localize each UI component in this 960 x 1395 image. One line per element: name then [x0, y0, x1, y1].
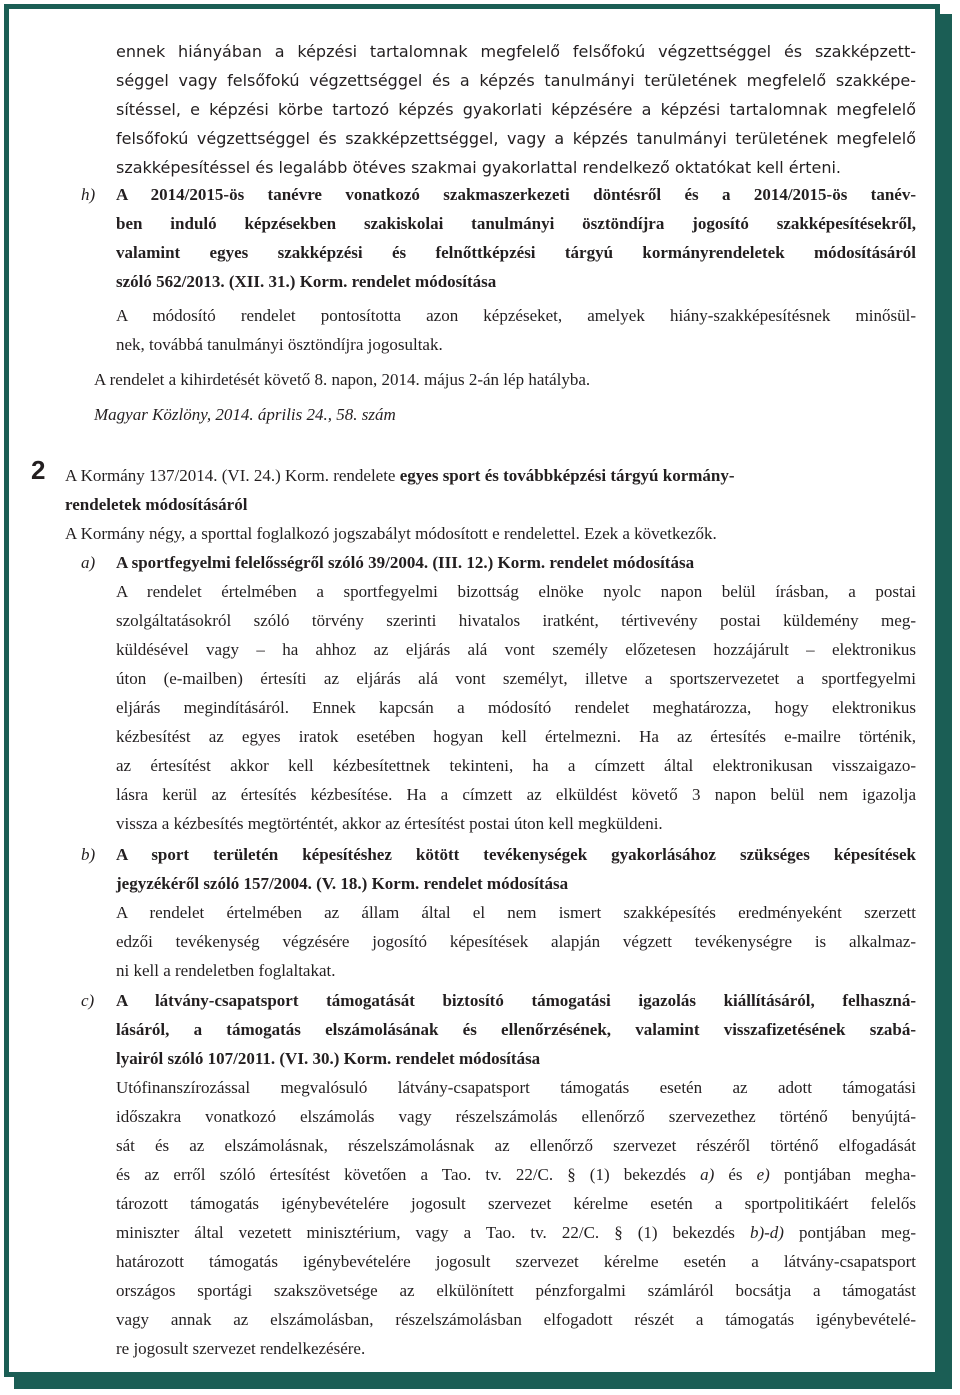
item-c-body: országos sportági szakszövetsége az elkülönített pénzforgalmi számláról bocsátja a támogatást [116, 1281, 916, 1300]
item-c-ref-bd: b)-d) [749, 1223, 784, 1242]
item-b-body: A rendelet értelmében az állam által el nem ismert szakképesítés eredményeként szerzett [116, 903, 916, 922]
top-line: sítéssel, e képzési körbe tartozó képzés gyakorlati képzésére a képzési tartalomnak megfelelő [116, 100, 916, 119]
item-c-line6-end: pontjában meg- [783, 1223, 917, 1242]
item-c-title: A látvány-csapatsport támogatását biztosító támogatási igazolás kiállításáról, felhaszná- [116, 991, 916, 1010]
item-c-title: lyairól szóló 107/2011. (VI. 30.) Korm. rendelet módosítása [116, 1049, 541, 1068]
item-c-body: vagy annak az elszámolásban, részelszámolásban elfogadott részét a támogatás igénybevételé- [116, 1310, 916, 1329]
section-number: 2 [31, 455, 46, 485]
item-c-body [116, 1164, 916, 1186]
item-c-body: tározott támogatás igénybevételére jogosult szervezet kérelme esetén a sportpolitikáért felelős [116, 1194, 916, 1213]
item-h-title: A 2014/2015-ös tanévre vonatkozó szakmaszerkezeti döntésről és a 2014/2015-ös tanév- [116, 185, 916, 204]
top-line: szakképesítéssel és legalább ötéves szakmai gyakorlattal rendelkező oktatókat kell érteni. [116, 158, 841, 177]
item-b-title: A sport területén képesítéshez kötött tevékenységek gyakorlásához szükséges képesítések [116, 845, 916, 864]
effective-date: A rendelet a kihirdetését követő 8. napon, 2014. május 2-án lép hatályba. [94, 370, 591, 389]
item-a-body: az értesítést akkor kell kézbesítettnek tekinteni, ha a címzett által elektronikusan visszaigazo- [116, 756, 916, 775]
item-h-title: ben induló képzésekben szakiskolai tanulmányi ösztöndíjra jogosító szakképesítésekről, [116, 214, 916, 233]
item-h-title: valamint egyes szakképzési és felnőttképzési tárgyú kormányrendeletek módosításáról [116, 243, 916, 262]
item-c-body: Utófinanszírozással megvalósuló látvány-csapatsport támogatás esetén az adott támogatási [116, 1078, 916, 1097]
item-a-body: küldésével vagy – ha ahhoz az eljárás alá vont személy előzetesen hozzájárult – elektronikus [116, 640, 916, 659]
top-line: ennek hiányában a képzési tartalomnak megfelelő felsőfokú végzettséggel és szakképzett- [116, 42, 916, 61]
item-c-body: sát és az elszámolásnak, részelszámolásnak az ellenőrző szervezet részéről történő elfogadását [116, 1136, 916, 1155]
item-h-title: szóló 562/2013. (XII. 31.) Korm. rendelet módosítása [116, 272, 497, 291]
item-h-body: A módosító rendelet pontosította azon képzéseket, amelyek hiány-szakképesítésnek minősül- [116, 306, 916, 325]
item-c-line4-end: pontjában megha- [769, 1165, 917, 1184]
item-h-body: nek, továbbá tanulmányi ösztöndíjra jogosultak. [116, 335, 443, 354]
top-line: felsőfokú végzettséggel és szakképzettséggel, vagy a képzés tanulmányi területének megfelelő [116, 129, 916, 148]
source-reference: Magyar Közlöny, 2014. április 24., 58. szám [94, 405, 396, 424]
item-a-marker: a) [81, 553, 96, 572]
item-a-body: eljárás megindításáról. Ennek kapcsán a módosító rendelet meghatározza, hogy elektronikus [116, 698, 916, 717]
item-c-body: időszakra vonatkozó elszámolás vagy részelszámolás ellenőrző szervezethez történő benyújtá- [116, 1107, 916, 1126]
item-a-body: úton (e-mailben) értesíti az eljárás alá vont személyt, illetve a sportszervezetet a sportfegyelmi [116, 669, 916, 688]
item-c-body [116, 1222, 916, 1244]
item-c-line6-a: miniszter által vezetett minisztérium, vagy a Tao. tv. 22/C. § (1) bekezdés [116, 1223, 750, 1242]
item-c-body: re jogosult szervezet rendelkezésére. [116, 1339, 366, 1358]
section-heading-cont: rendeletek módosításáról [65, 495, 248, 514]
item-b-title: jegyzékéről szóló 157/2004. (V. 18.) Korm. rendelet módosítása [116, 874, 569, 893]
item-b-body: edzői tevékenység végzésére jogosító képesítések alapján végzett tevékenységre is alkalmaz- [116, 932, 916, 951]
top-line: séggel vagy felsőfokú végzettséggel és a képzés tanulmányi területének megfelelő szakképe- [116, 71, 916, 90]
item-c-body: határozott támogatás igénybevételére jogosult szervezet kérelme esetén a látvány-csapatsport [116, 1252, 916, 1271]
item-a-body: szolgáltatásokról szóló törvény szerinti hivatalos iratként, tértivevény postai küldemény meg- [116, 611, 916, 630]
item-a-body: kézbesítést az egyes iratok esetében hogyan kell értelmezni. Ha az értesítés e-mailre történik, [116, 727, 916, 746]
item-c-title: lásáról, a támogatás elszámolásának és ellenőrzésének, valamint visszafizetésének szabá- [116, 1020, 916, 1039]
item-a-title: A sportfegyelmi felelősségről szóló 39/2004. (III. 12.) Korm. rendelet módosítása [116, 553, 695, 572]
item-b-marker: b) [81, 845, 96, 864]
item-a-body: lásra kerül az értesítés kézbesítése. Ha a címzett az elküldést követő 3 napon belül nem igazolja [116, 785, 916, 804]
item-a-body: vissza a kézbesítés megtörténtét, akkor az értesítést postai úton kell megküldeni. [116, 814, 663, 833]
item-a-body: A rendelet értelmében a sportfegyelmi bizottság elnöke nyolc napon belül írásban, a postai [116, 582, 916, 601]
item-c-line4-mid: és [714, 1165, 757, 1184]
item-c-marker: c) [81, 991, 95, 1010]
section-heading-bold: egyes sport és továbbképzési tárgyú kormány- [399, 466, 735, 485]
section-intro: A Kormány négy, a sporttal foglalkozó jogszabályt módosított e rendelettel. Ezek a következők. [65, 524, 717, 543]
section-heading-plain: A Kormány 137/2014. (VI. 24.) Korm. rendelete [65, 466, 400, 485]
item-h-marker: h) [81, 185, 96, 204]
section-heading [65, 465, 917, 487]
item-c-ref-a: a) [700, 1165, 715, 1184]
item-c-ref-e: e) [756, 1165, 770, 1184]
item-b-body: ni kell a rendeletben foglaltakat. [116, 961, 336, 980]
frame-shadow-right [940, 14, 952, 1389]
item-c-line4-a: és az erről szóló értesítést követően a Tao. tv. 22/C. § (1) bekezdés [116, 1165, 701, 1184]
